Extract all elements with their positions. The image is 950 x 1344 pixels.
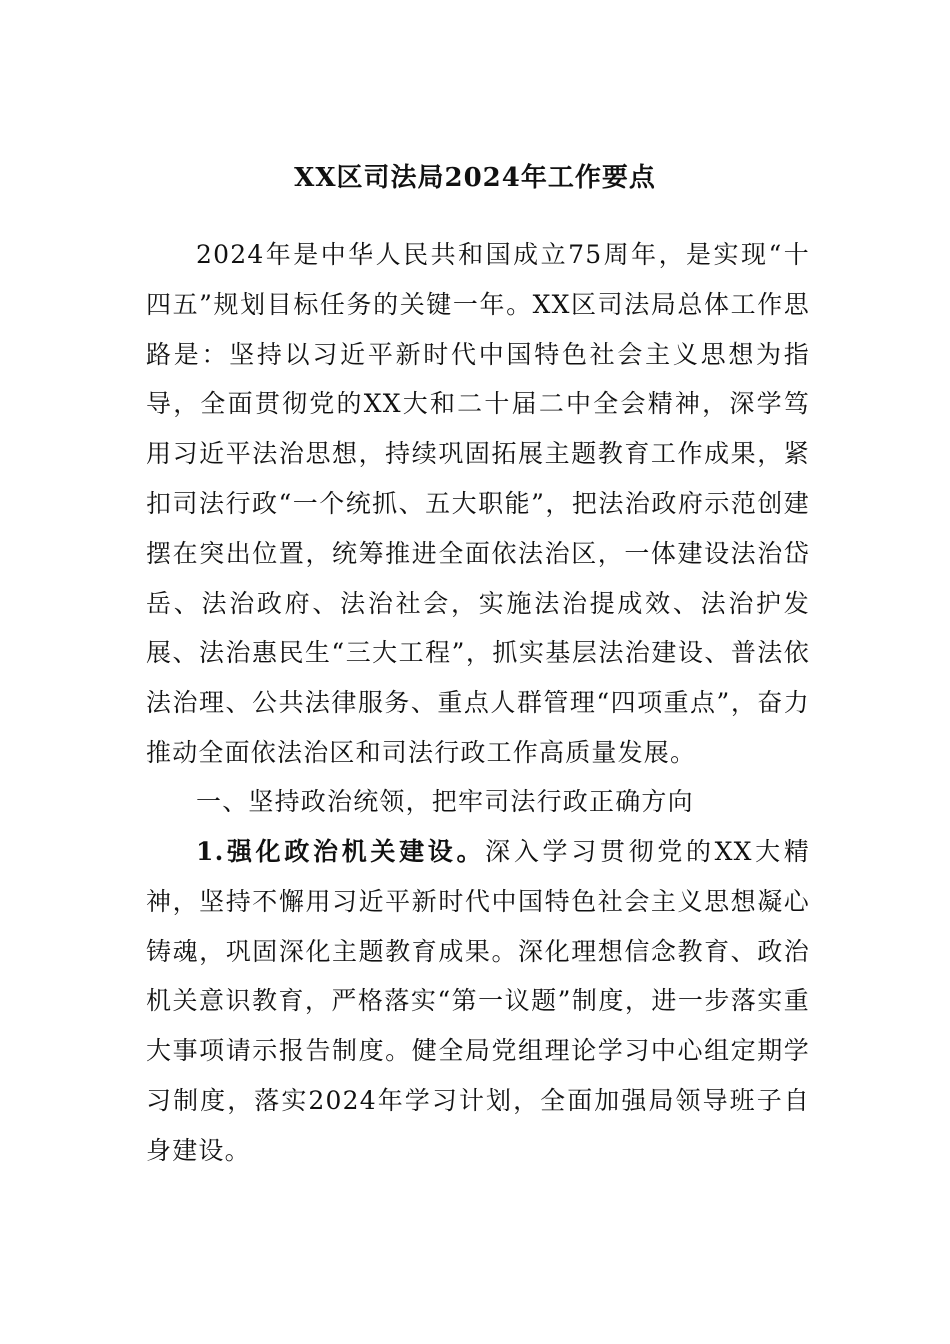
intro-paragraph: 2024年是中华人民共和国成立75周年，是实现“十四五”规划目标任务的关键一年。XX区司法局总体工作思路是：坚持以习近平新时代中国特色社会主义思想为指导，全面贯彻党的XX大和二十届二中全会精神，深学笃用习近平法治思想，持续巩固拓展主题教育工作成果，紧扣司法行政“一个统抓、五大职能”，把法治政府示范创建摆在突出位置，统筹推进全面依法治区，一体建设法治岱岳、法治政府、法治社会，实施法治提成效、法治护发展、法治惠民生“三大工程”，抓实基层法治建设、普法依法治理、公共法律服务、重点人群管理“四项重点”，奋力推动全面依法治区和司法行政工作高质量发展。 [146,240,810,767]
item-1-body: 深入学习贯彻党的XX大精神，坚持不懈用习近平新时代中国特色社会主义思想凝心铸魂，巩固深化主题教育成果。深化理想信念教育、政治机关意识教育，严格落实“第一议题”制度，进一步落实重大事项请示报告制度。健全局党组理论学习中心组定期学习制度，落实2024年学习计划，全面加强局领导班子自身建设。 [146,837,810,1165]
item-1-lead: 1.强化政治机关建设。 [196,837,486,866]
document-title: XX区司法局2024年工作要点 [294,163,656,193]
item-1-paragraph [146,827,810,1176]
section-heading: 一、坚持政治统领，把牢司法行政正确方向 [196,787,694,816]
